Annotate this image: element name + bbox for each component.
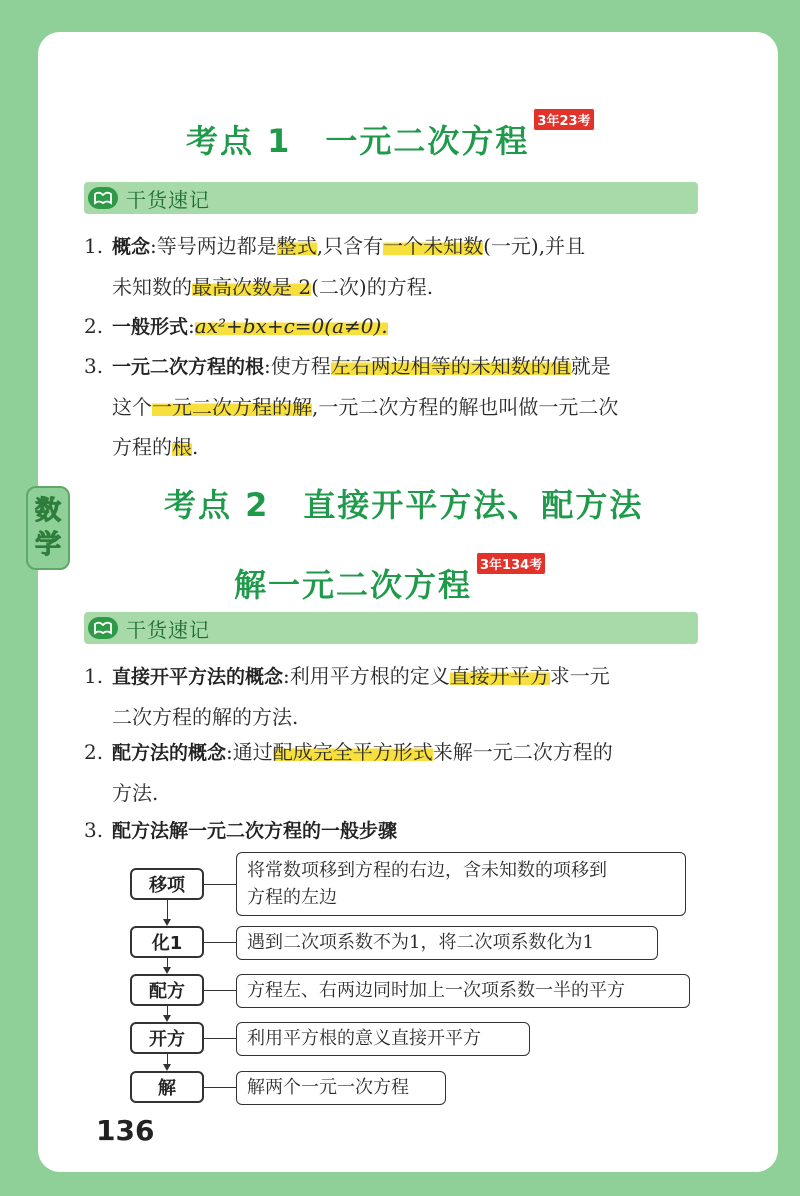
step-description [236,926,658,960]
step-label-box [130,974,204,1006]
highlight-text: 整式 [276,234,317,258]
connector-line [167,1054,168,1064]
item-text: 通过 [232,740,273,764]
item-colon: : [226,740,233,764]
subject-char: 学 [34,530,61,560]
item-text: 使方程 [270,354,331,378]
subject-char: 数 [34,496,61,526]
step-label: 配方 [149,981,185,1002]
description-line: 遇到二次项系数不为1，将二次项系数化为1 [247,932,594,953]
step-label-box [130,868,204,900]
section2-badge: 3年134考 [476,552,546,575]
connector-line [167,1006,168,1015]
connector-line [204,1038,236,1039]
step-label: 开方 [149,1029,185,1050]
item-text: 就是 [570,354,611,378]
item-text: 方法. [112,781,159,805]
subject-tab [26,486,70,570]
item-text: 等号两边都是 [156,234,277,258]
item-term: 配方法的概念 [112,742,227,764]
step-description [236,1022,530,1056]
item-term: 配方法解一元二次方程的一般步骤 [112,820,398,842]
connector-line [167,958,168,967]
description-line: 方程左、右两边同时加上一次项系数一半的平方 [247,980,625,1001]
step-label: 解 [158,1078,176,1099]
item-text: 求一元 [549,664,610,688]
item-colon: : [188,314,195,338]
highlight-text: 左右两边相等的未知数的值 [330,354,571,378]
connector-line [167,900,168,919]
connector-line [204,1087,236,1088]
connector-line [204,884,236,885]
description-line: 将常数项移到方程的右边，含未知数的项移到 [247,860,607,881]
list-item [84,810,708,851]
arrow-down-icon [163,919,171,926]
formula: ax²+bx+c=0(a≠0). [194,314,388,338]
section1-badge: 3年23考 [533,108,594,131]
item-colon: : [283,664,290,688]
description-line: 方程的左边 [247,887,337,908]
book-icon [88,617,118,639]
book-icon [88,187,118,209]
item-text: 来解一元二次方程的 [432,740,613,764]
step-description [236,852,686,916]
highlight-text: 直接开平方 [449,664,550,688]
section1-bar [84,182,698,214]
page-number: 136 [96,1114,155,1147]
section2-title-line2 [234,560,546,606]
item-text: 方程的 [112,435,172,459]
highlight-text: 一元二次方程的解 [152,395,312,419]
item-number: 3. [84,818,104,842]
arrow-down-icon [163,1064,171,1071]
section1-title-text: 考点 1 一元二次方程 [186,122,530,160]
section1-title [186,116,595,162]
arrow-down-icon [163,1015,171,1022]
item-term: 概念 [112,236,151,258]
step-description [236,1071,446,1105]
description-line: 利用平方根的意义直接开平方 [247,1028,481,1049]
item-term: 直接开平方法的概念 [112,666,284,688]
highlight-text: 最高次数是 2 [192,275,312,299]
highlight-text: 配成完全平方形式 [272,740,433,764]
item-number: 1. [84,234,104,258]
item-text: 利用平方根的定义 [289,664,450,688]
list-item [84,306,708,347]
item-term: 一般形式 [112,316,189,338]
item-text: ,一元二次方程的解也叫做一元二次 [312,395,619,419]
highlight-text: 根 [172,435,192,459]
step-description [236,974,690,1008]
item-text: . [192,435,199,459]
step-label-box [130,1022,204,1054]
step-label-box [130,926,204,958]
description-line: 解两个一元一次方程 [247,1077,409,1098]
item-number: 2. [84,740,104,764]
section2-title-text: 解一元二次方程 [234,566,473,604]
item-number: 1. [84,664,104,688]
item-text: 未知数的 [112,275,192,299]
list-item [84,346,708,467]
section2-bar-label: 干货速记 [126,617,210,642]
step-label: 化1 [151,933,183,954]
section2-title-line1: 考点 2 直接开平方法、配方法 [164,486,644,524]
item-text: (二次)的方程. [311,275,434,299]
item-colon: : [264,354,271,378]
list-item [84,656,708,737]
highlight-text: 一个未知数 [383,234,484,258]
arrow-down-icon [163,967,171,974]
item-text: 这个 [112,395,152,419]
item-number: 2. [84,314,104,338]
item-text: (一元),并且 [483,234,586,258]
section2-bar [84,612,698,644]
connector-line [204,990,236,991]
item-text: 二次方程的解的方法. [112,705,299,729]
list-item [84,226,708,307]
connector-line [204,942,236,943]
item-term: 一元二次方程的根 [112,356,265,378]
step-label-box [130,1071,204,1103]
step-label: 移项 [149,875,185,896]
section1-bar-label: 干货速记 [126,187,210,212]
item-number: 3. [84,354,104,378]
item-text: ,只含有 [316,234,384,258]
list-item [84,732,708,813]
item-colon: : [150,234,157,258]
